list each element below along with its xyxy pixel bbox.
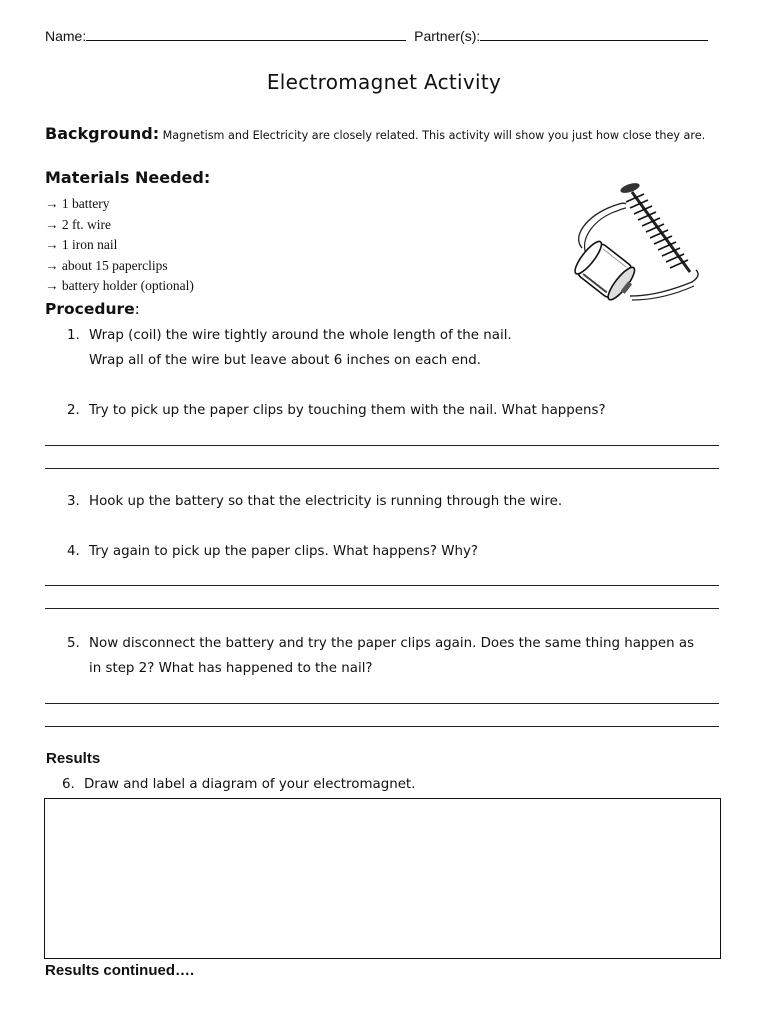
step-text: Hook up the battery so that the electricity is running through the wire. — [89, 494, 563, 509]
step-text: Wrap (coil) the wire tightly around the whole length of the nail. — [89, 328, 512, 343]
procedure-colon: : — [134, 300, 140, 318]
step-text: in step 2? What has happened to the nail? — [89, 661, 373, 676]
list-item: → about 15 paperclips — [45, 257, 168, 273]
battery-and-coiled-nail-drawing-icon — [560, 178, 712, 328]
step-5 — [67, 636, 727, 680]
list-item: → 2 ft. wire — [45, 216, 111, 232]
diagram-drawing-box[interactable] — [44, 798, 721, 959]
step-number: 1. — [67, 328, 80, 343]
step-6 — [62, 777, 702, 797]
list-item: → battery holder (optional) — [45, 278, 194, 294]
list-item: → 1 iron nail — [45, 237, 118, 253]
background-heading: Background — [45, 124, 153, 143]
answer-line[interactable] — [45, 468, 719, 469]
background-text: Magnetism and Electricity are closely related. This activity will show you just how close they are. — [159, 129, 706, 142]
step-number: 6. — [62, 777, 75, 792]
name-label: Name: — [45, 28, 87, 44]
step-number: 4. — [67, 544, 80, 559]
answer-line[interactable] — [45, 585, 719, 586]
list-item: → 1 battery — [45, 196, 110, 211]
answer-line[interactable] — [45, 726, 719, 727]
step-text: Wrap all of the wire but leave about 6 inches on each end. — [89, 353, 482, 368]
step-text: Draw and label a diagram of your electromagnet. — [84, 777, 416, 792]
step-text: Try to pick up the paper clips by touching them with the nail. What happens? — [89, 403, 606, 418]
step-number: 2. — [67, 403, 80, 418]
partner-field[interactable] — [480, 28, 708, 41]
partner-label: Partner(s): — [414, 28, 481, 44]
step-number: 5. — [67, 636, 80, 651]
answer-line[interactable] — [45, 608, 719, 609]
step-1 — [67, 328, 707, 372]
background-colon: : — [152, 124, 160, 143]
procedure-heading — [45, 300, 140, 318]
background-section — [45, 124, 705, 143]
electromagnet-illustration — [560, 178, 712, 328]
answer-line[interactable] — [45, 703, 719, 704]
step-number: 3. — [67, 494, 80, 509]
page-title: Electromagnet Activity — [266, 70, 502, 94]
answer-line[interactable] — [45, 445, 719, 446]
step-4 — [67, 544, 707, 564]
materials-heading: Materials Needed: — [45, 168, 211, 187]
procedure-title: Procedure — [45, 300, 135, 318]
step-text: Now disconnect the battery and try the paper clips again. Does the same thing happen as — [89, 636, 695, 651]
step-text: Try again to pick up the paper clips. What happens? Why? — [89, 544, 478, 559]
step-2 — [67, 403, 707, 423]
materials-list — [45, 194, 194, 297]
step-3 — [67, 494, 707, 514]
results-heading: Results — [46, 750, 101, 767]
results-continued-heading: Results continued…. — [45, 962, 195, 979]
name-field[interactable] — [86, 28, 406, 41]
header-row — [45, 28, 708, 44]
